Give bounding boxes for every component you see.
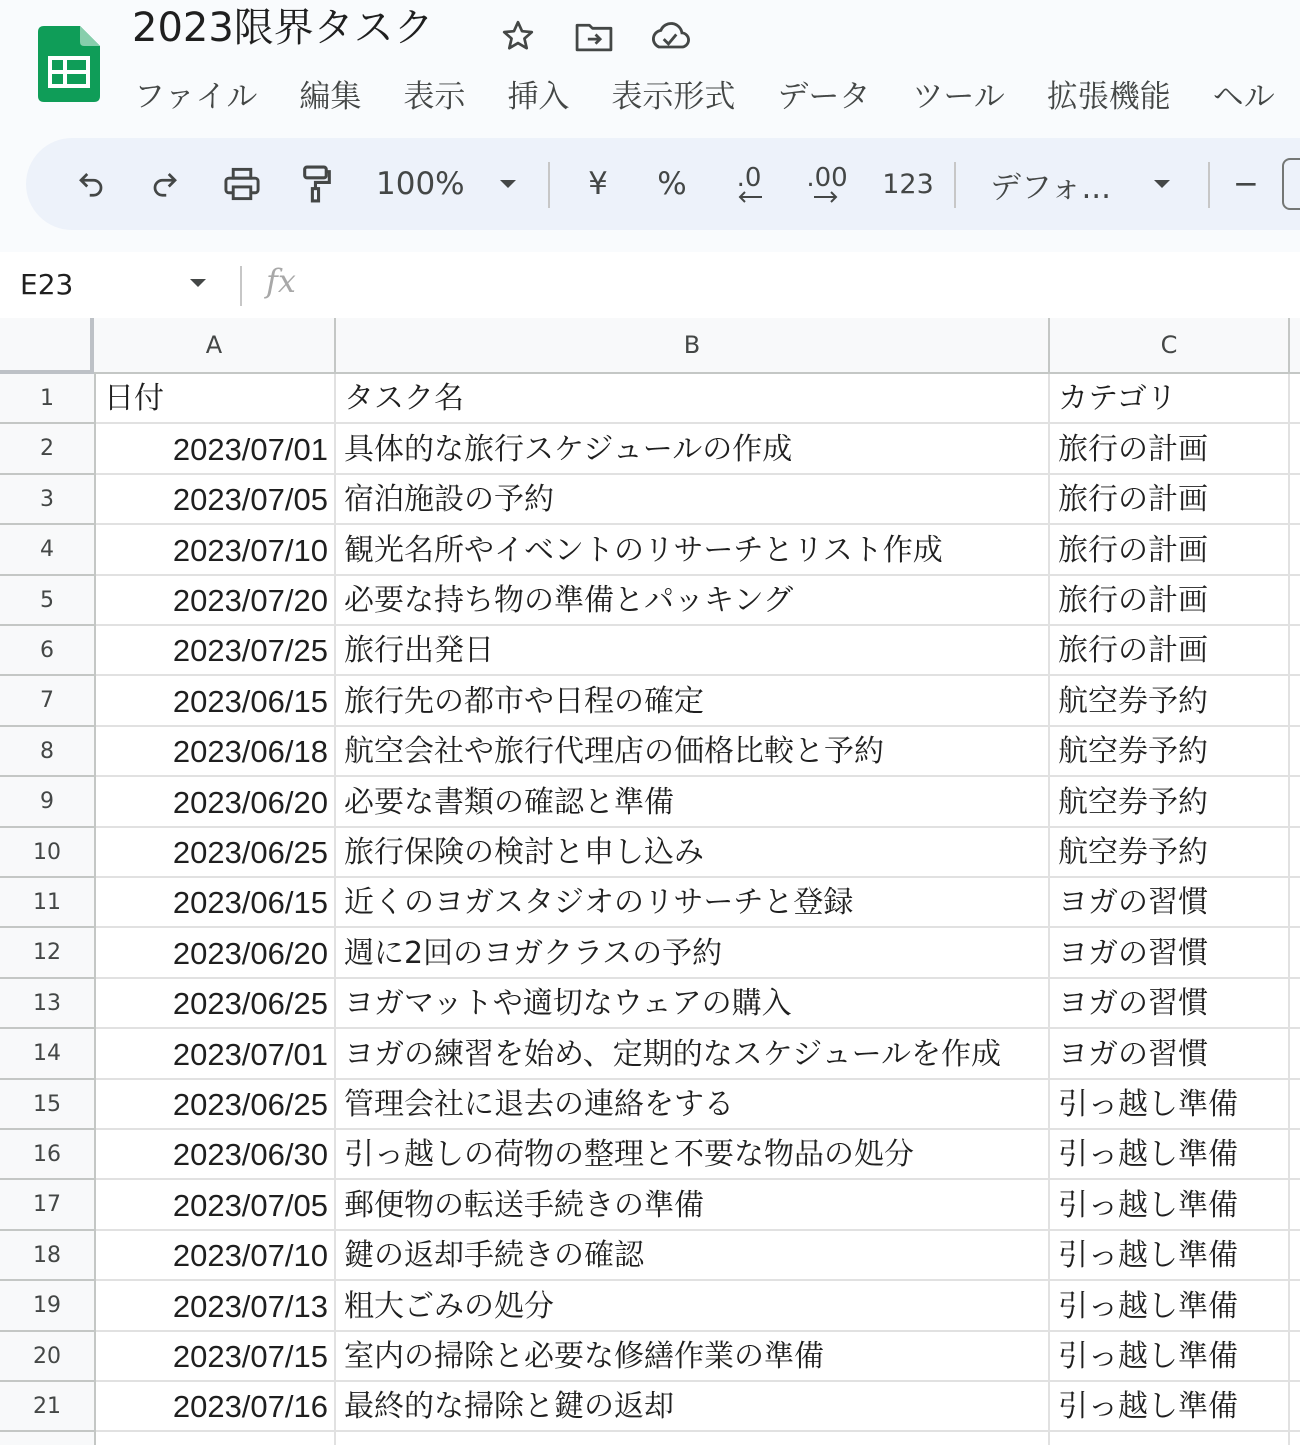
cell-c[interactable]: ヨガの習慣 [1050, 979, 1290, 1029]
increase-decimal-button[interactable]: .00 [800, 138, 854, 230]
toolbar-divider [954, 162, 956, 208]
cell-d[interactable] [1290, 1130, 1300, 1180]
arrow-right-icon [812, 191, 842, 203]
row-header[interactable]: 13 [0, 979, 96, 1029]
row-header[interactable]: 9 [0, 777, 96, 828]
cell-a[interactable]: 2023/06/18 [96, 727, 336, 777]
cell-d[interactable] [1290, 475, 1300, 525]
row-header[interactable]: 1 [0, 374, 96, 424]
cell-d[interactable] [1290, 878, 1300, 928]
cell-b[interactable]: 郵便物の転送手続きの準備 [336, 1180, 1050, 1231]
cell-c[interactable]: 旅行の計画 [1050, 626, 1290, 676]
cell-a[interactable]: 2023/06/15 [96, 878, 336, 928]
cell-c[interactable] [1050, 1432, 1290, 1445]
star-icon[interactable] [496, 14, 540, 58]
cell-b[interactable]: 航空会社や旅行代理店の価格比較と予約 [336, 727, 1050, 777]
cell-b[interactable]: 室内の掃除と必要な修繕作業の準備 [336, 1332, 1050, 1382]
cell-a[interactable]: 2023/06/30 [96, 1130, 336, 1180]
column-header-b[interactable]: B [336, 318, 1050, 374]
cell-a[interactable]: 2023/07/01 [96, 424, 336, 475]
menu-insert[interactable]: 挿入 [507, 79, 570, 115]
font-size-input[interactable] [1282, 158, 1300, 210]
cell-a[interactable]: 2023/06/25 [96, 828, 336, 878]
cell-c[interactable]: ヨガの習慣 [1050, 878, 1290, 928]
row-header[interactable]: 7 [0, 676, 96, 727]
cell-d[interactable] [1290, 676, 1300, 727]
cell-d[interactable] [1290, 1281, 1300, 1332]
row-header[interactable]: 20 [0, 1332, 96, 1382]
cell-d[interactable] [1290, 1332, 1300, 1382]
column-header-d[interactable] [1290, 318, 1300, 374]
cell-b[interactable]: ヨガの練習を始め、定期的なスケジュールを作成 [336, 1029, 1050, 1080]
cell-d[interactable] [1290, 1080, 1300, 1130]
cell-c[interactable]: 引っ越し準備 [1050, 1382, 1290, 1432]
cell-c[interactable]: 航空券予約 [1050, 777, 1290, 828]
cell-a[interactable]: 2023/07/01 [96, 1029, 336, 1080]
cell-b[interactable]: 必要な持ち物の準備とパッキング [336, 576, 1050, 626]
menu-data[interactable]: データ [777, 79, 871, 115]
cell-c[interactable]: 引っ越し準備 [1050, 1281, 1290, 1332]
menu-view[interactable]: 表示 [403, 79, 466, 115]
cell-c[interactable]: 旅行の計画 [1050, 576, 1290, 626]
cell-b[interactable] [336, 1432, 1050, 1445]
row-header[interactable]: 15 [0, 1080, 96, 1130]
menu-tools[interactable]: ツール [912, 79, 1005, 115]
zoom-select[interactable] [376, 138, 466, 230]
formula-input[interactable] [320, 260, 1280, 310]
percent-button[interactable]: % [657, 166, 687, 202]
font-value: デフォ... [990, 169, 1112, 206]
formula-divider [240, 266, 242, 306]
cell-a[interactable]: 2023/07/05 [96, 1180, 336, 1231]
cell-a[interactable]: 2023/07/10 [96, 525, 336, 576]
sheets-logo-icon[interactable] [38, 26, 100, 102]
menu-extensions[interactable]: 拡張機能 [1046, 79, 1171, 115]
cell-d[interactable] [1290, 626, 1300, 676]
cell-a[interactable]: 2023/07/20 [96, 576, 336, 626]
column-header-c[interactable]: C [1050, 318, 1290, 374]
cell-a[interactable]: 2023/07/10 [96, 1231, 336, 1281]
cell-c[interactable]: 引っ越し準備 [1050, 1130, 1290, 1180]
menu-help[interactable]: ヘル [1212, 79, 1275, 115]
cell-c[interactable]: ヨガの習慣 [1050, 1029, 1290, 1080]
cell-a[interactable]: 2023/07/15 [96, 1332, 336, 1382]
cell-b[interactable]: 旅行出発日 [336, 626, 1050, 676]
zoom-value: 100% [376, 166, 465, 202]
cell-c[interactable]: カテゴリ [1050, 374, 1290, 424]
cell-b[interactable]: 必要な書類の確認と準備 [336, 777, 1050, 828]
row-header[interactable] [0, 1432, 96, 1445]
cell-d[interactable] [1290, 424, 1300, 475]
cell-c[interactable]: 旅行の計画 [1050, 424, 1290, 475]
row-header[interactable]: 21 [0, 1382, 96, 1432]
cell-b[interactable]: 具体的な旅行スケジュールの作成 [336, 424, 1050, 475]
row-header[interactable]: 16 [0, 1130, 96, 1180]
print-icon[interactable] [218, 138, 266, 230]
cell-a[interactable]: 2023/07/16 [96, 1382, 336, 1432]
cell-b[interactable]: タスク名 [336, 374, 1050, 424]
row-header[interactable]: 4 [0, 525, 96, 576]
cell-a[interactable]: 2023/06/15 [96, 676, 336, 727]
row-header[interactable]: 10 [0, 828, 96, 878]
cell-c[interactable]: 航空券予約 [1050, 727, 1290, 777]
cell-a[interactable]: 2023/06/20 [96, 928, 336, 979]
undo-icon[interactable] [68, 138, 114, 230]
decrease-decimal-button[interactable]: .0 [724, 138, 774, 230]
menu-format[interactable]: 表示形式 [611, 79, 736, 115]
cell-d[interactable] [1290, 1432, 1300, 1445]
cell-b[interactable]: 最終的な掃除と鍵の返却 [336, 1382, 1050, 1432]
cell-b[interactable]: ヨガマットや適切なウェアの購入 [336, 979, 1050, 1029]
cell-c[interactable]: ヨガの習慣 [1050, 928, 1290, 979]
cell-c[interactable]: 引っ越し準備 [1050, 1080, 1290, 1130]
cell-a[interactable]: 2023/06/25 [96, 979, 336, 1029]
cell-d[interactable] [1290, 1382, 1300, 1432]
cell-b[interactable]: 鍵の返却手続きの確認 [336, 1231, 1050, 1281]
cell-a[interactable]: 2023/06/20 [96, 777, 336, 828]
menu-bar [134, 74, 1300, 120]
cell-d[interactable] [1290, 928, 1300, 979]
cell-c[interactable]: 引っ越し準備 [1050, 1231, 1290, 1281]
cell-b[interactable]: 週に2回のヨガクラスの予約 [336, 928, 1050, 979]
row-header[interactable]: 2 [0, 424, 96, 475]
cell-b[interactable]: 引っ越しの荷物の整理と不要な物品の処分 [336, 1130, 1050, 1180]
redo-icon[interactable] [142, 138, 188, 230]
row-header[interactable]: 18 [0, 1231, 96, 1281]
cloud-status-icon[interactable] [648, 14, 692, 58]
cell-c[interactable]: 引っ越し準備 [1050, 1180, 1290, 1231]
row-header[interactable]: 11 [0, 878, 96, 928]
cell-d[interactable] [1290, 828, 1300, 878]
toolbar [26, 138, 1300, 230]
cell-b[interactable]: 旅行保険の検討と申し込み [336, 828, 1050, 878]
cell-a[interactable]: 2023/07/13 [96, 1281, 336, 1332]
name-box[interactable]: E23 [20, 268, 74, 301]
cell-d[interactable] [1290, 374, 1300, 424]
row-header[interactable]: 6 [0, 626, 96, 676]
font-size-decrease-button[interactable]: − [1233, 166, 1259, 202]
cell-c[interactable]: 旅行の計画 [1050, 475, 1290, 525]
paint-format-icon[interactable] [294, 138, 340, 230]
cell-d[interactable] [1290, 1029, 1300, 1080]
select-all-corner[interactable] [0, 318, 94, 374]
cell-c[interactable]: 旅行の計画 [1050, 525, 1290, 576]
font-select[interactable] [990, 138, 1120, 230]
chevron-down-icon[interactable] [188, 274, 208, 293]
chevron-down-icon[interactable] [1148, 138, 1176, 230]
row-header[interactable]: 19 [0, 1281, 96, 1332]
cell-d[interactable] [1290, 727, 1300, 777]
row-header[interactable]: 8 [0, 727, 96, 777]
cell-d[interactable] [1290, 576, 1300, 626]
cell-d[interactable] [1290, 1231, 1300, 1281]
cell-b[interactable]: 管理会社に退去の連絡をする [336, 1080, 1050, 1130]
cell-d[interactable] [1290, 979, 1300, 1029]
cell-b[interactable]: 旅行先の都市や日程の確定 [336, 676, 1050, 727]
cell-b[interactable]: 観光名所やイベントのリサーチとリスト作成 [336, 525, 1050, 576]
fx-icon: fx [266, 262, 296, 300]
cell-c[interactable]: 引っ越し準備 [1050, 1332, 1290, 1382]
menu-file[interactable]: ファイル [134, 79, 258, 115]
column-header-a[interactable]: A [94, 318, 336, 374]
spreadsheet-grid [0, 318, 1300, 1445]
cell-a[interactable]: 2023/07/05 [96, 475, 336, 525]
arrow-left-icon [734, 191, 764, 203]
move-to-folder-icon[interactable] [572, 14, 616, 58]
document-title[interactable]: 2023限界タスク [132, 5, 434, 51]
row-header[interactable]: 14 [0, 1029, 96, 1080]
cell-b[interactable]: 宿泊施設の予約 [336, 475, 1050, 525]
formula-bar [0, 252, 1300, 318]
cell-d[interactable] [1290, 777, 1300, 828]
cell-b[interactable]: 粗大ごみの処分 [336, 1281, 1050, 1332]
cell-d[interactable] [1290, 525, 1300, 576]
cell-a[interactable]: 日付 [96, 374, 336, 424]
toolbar-divider [1208, 162, 1210, 208]
menu-edit[interactable]: 編集 [299, 79, 362, 115]
row-header[interactable]: 3 [0, 475, 96, 525]
title-actions [496, 14, 724, 58]
chevron-down-icon[interactable] [494, 138, 522, 230]
row-header[interactable]: 17 [0, 1180, 96, 1231]
cell-a[interactable]: 2023/06/25 [96, 1080, 336, 1130]
cell-c[interactable]: 航空券予約 [1050, 828, 1290, 878]
cell-b[interactable]: 近くのヨガスタジオのリサーチと登録 [336, 878, 1050, 928]
cell-d[interactable] [1290, 1180, 1300, 1231]
cell-c[interactable]: 航空券予約 [1050, 676, 1290, 727]
row-header[interactable]: 5 [0, 576, 96, 626]
currency-button[interactable]: ¥ [588, 166, 608, 202]
row-header[interactable]: 12 [0, 928, 96, 979]
number-format-button[interactable]: 123 [882, 168, 934, 200]
cell-a[interactable]: 2023/07/25 [96, 626, 336, 676]
toolbar-divider [548, 162, 550, 208]
cell-a[interactable] [96, 1432, 336, 1445]
